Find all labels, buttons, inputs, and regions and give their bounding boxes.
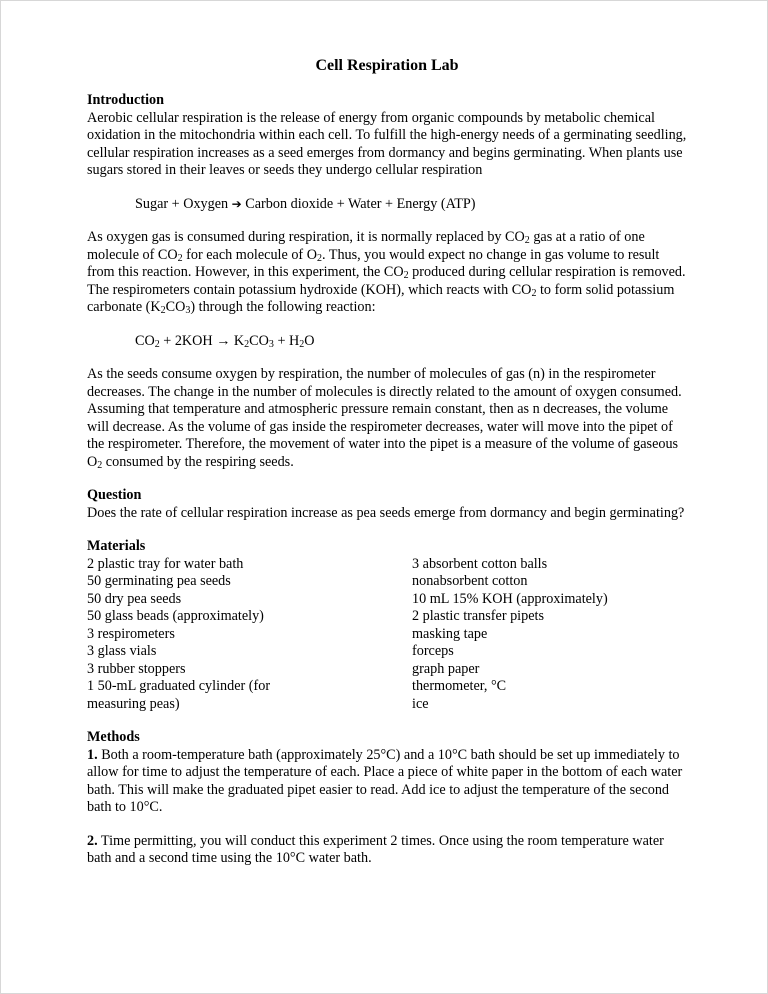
material-item: 3 respirometers bbox=[87, 625, 175, 642]
material-item: thermometer, °C bbox=[412, 678, 507, 694]
material-item: forceps bbox=[412, 643, 454, 659]
subscript: 2 bbox=[403, 270, 409, 281]
material-item: 3 glass vials bbox=[87, 643, 157, 659]
material-item: 2 plastic tray for water bath bbox=[87, 555, 244, 572]
text-run: consumed by the respiring seeds. bbox=[102, 453, 294, 470]
volume-paragraph bbox=[87, 366, 687, 471]
material-item: 10 mL 15% KOH (approximately) bbox=[412, 590, 608, 607]
material-item: 1 50-mL graduated cylinder (for measuring peas) bbox=[87, 678, 271, 712]
introduction-paragraph: Aerobic cellular respiration is the release of energy from organic compounds by metabolic chemical oxidation in the mitochondria within each cell. To fulfill the high-energy needs of a germinating seedling, cellular respiration increases as a seed emerges from dormancy and begins germinating. When plants use sugars stored in their leaves or seeds they undergo cellular respiration bbox=[87, 109, 687, 178]
text-run: produced during cellular respiration is removed. The respirometers contain potassium hydroxide (KOH), which reacts with CO bbox=[87, 264, 686, 298]
material-item: 50 dry pea seeds bbox=[87, 590, 182, 607]
subscript: 2 bbox=[244, 338, 250, 350]
subscript: 2 bbox=[316, 252, 322, 264]
text-run: gas at a ratio of one molecule of CO bbox=[87, 229, 645, 263]
materials-section bbox=[87, 538, 687, 713]
text-run: O bbox=[304, 332, 315, 349]
equation-products: Carbon dioxide + Water + Energy (ATP) bbox=[245, 195, 476, 212]
step-text: Both a room-temperature bath (approximately 25°C) and a 10°C bath should be set up immediately to allow for time to adjust the temperature of each. Place a piece of white paper in the bottom of each water bath. This will make the graduated pipet easier to read. Add ice to adjust the temperature of the second bath to 10°C. bbox=[87, 746, 683, 815]
subscript: 2 bbox=[97, 459, 103, 471]
text-run: CO bbox=[165, 299, 186, 315]
subscript: 2 bbox=[299, 338, 305, 350]
subscript: 2 bbox=[531, 287, 537, 299]
text-run: for each molecule of O bbox=[182, 246, 317, 263]
method-step bbox=[87, 833, 687, 868]
step-text: Time permitting, you will conduct this experiment 2 times. Once using the room temperature water bath and a second time using the 10°C water bath. bbox=[87, 832, 664, 866]
material-item: ice bbox=[412, 695, 429, 712]
material-item: nonabsorbent cotton bbox=[412, 573, 528, 589]
materials-list-right bbox=[412, 556, 608, 714]
introduction-heading: Introduction bbox=[87, 92, 164, 108]
text-run: As oxygen gas is consumed during respiration, it is normally replaced by CO bbox=[87, 229, 525, 245]
introduction-section bbox=[87, 92, 687, 180]
step-number: 1. bbox=[87, 746, 98, 763]
material-item: 3 absorbent cotton balls bbox=[412, 555, 548, 572]
right-arrow-icon: ➔ bbox=[231, 196, 242, 211]
text-run: As the seeds consume oxygen by respiration, the number of molecules of gas (n) in the respirometer decreases. The change in the number of molecules is directly related to the amount of oxygen consumed. Assuming that temperature and atmospheric pressure remain constant, then as n decreases, the volume will decrease. As the volume of gas inside the respirometer decreases, water will move into the pipet of the respirometer. Therefore, the movement of water into the pipet is a measure of the volume of gaseous O bbox=[87, 366, 682, 470]
materials-list-left bbox=[87, 556, 330, 714]
explanation-paragraph bbox=[87, 229, 687, 317]
text-run: CO bbox=[249, 332, 269, 349]
text-run: . Thus, you would expect no change in gas volume to result from this reaction. However, in this experiment, the CO bbox=[87, 246, 660, 280]
material-item: graph paper bbox=[412, 660, 480, 677]
methods-heading: Methods bbox=[87, 729, 140, 745]
text-run: to form solid potassium carbonate (K bbox=[87, 281, 675, 315]
subscript: 3 bbox=[185, 305, 191, 316]
materials-columns bbox=[87, 556, 687, 714]
step-number: 2. bbox=[87, 832, 98, 849]
methods-section bbox=[87, 729, 687, 868]
question-section bbox=[87, 487, 687, 522]
question-heading: Question bbox=[87, 487, 142, 503]
method-step bbox=[87, 747, 687, 817]
subscript: 2 bbox=[160, 305, 166, 316]
page-title: Cell Respiration Lab bbox=[315, 57, 459, 74]
subscript: 2 bbox=[524, 235, 530, 246]
equation-reactants: Sugar + Oxygen bbox=[135, 195, 229, 212]
text-run: + H bbox=[273, 332, 300, 349]
text-run: ) through the following reaction: bbox=[190, 299, 376, 315]
subscript: 2 bbox=[154, 338, 160, 350]
material-item: masking tape bbox=[412, 625, 488, 642]
respiration-equation bbox=[135, 196, 687, 214]
subscript: 2 bbox=[177, 252, 183, 264]
document-body bbox=[87, 56, 687, 884]
material-item: 3 rubber stoppers bbox=[87, 660, 186, 677]
material-item: 2 plastic transfer pipets bbox=[412, 608, 544, 624]
koh-reaction bbox=[135, 333, 687, 351]
materials-heading: Materials bbox=[87, 538, 146, 554]
text-run: + 2KOH → K bbox=[159, 332, 245, 349]
material-item: 50 glass beads (approximately) bbox=[87, 608, 264, 624]
text-run: CO bbox=[135, 332, 155, 349]
question-text: Does the rate of cellular respiration increase as pea seeds emerge from dormancy and begin germinating? bbox=[87, 504, 685, 521]
subscript: 3 bbox=[268, 338, 274, 350]
material-item: 50 germinating pea seeds bbox=[87, 573, 231, 589]
